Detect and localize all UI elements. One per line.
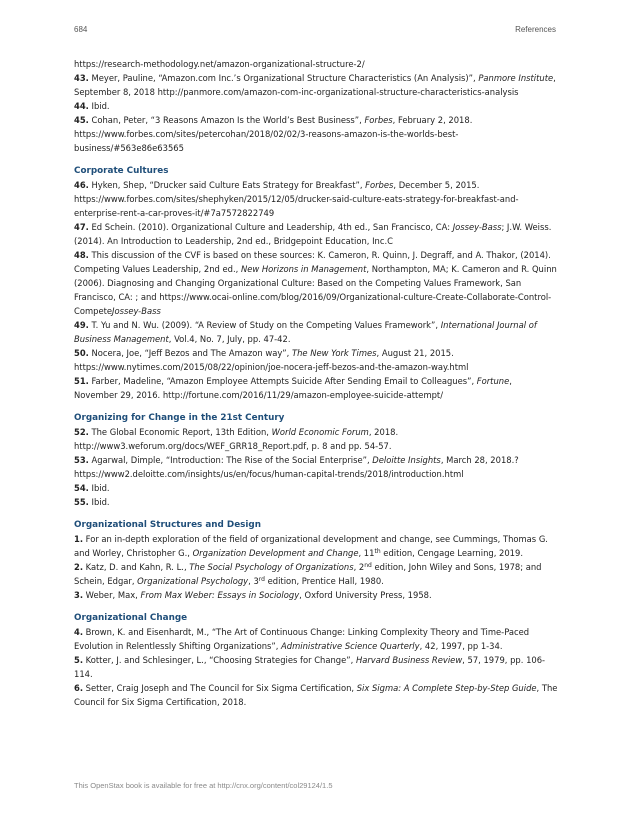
reference-number: 45.	[74, 115, 89, 125]
reference-text: Cohan, Peter, “3 Reasons Amazon Is the World’s Best Business”,	[88, 115, 365, 125]
section-heading: Organizational Change	[74, 613, 188, 623]
section-title: References	[515, 25, 556, 34]
publication-title: The New York Times	[291, 348, 377, 358]
reference-text: , Oxford University Press, 1958.	[299, 590, 432, 600]
reference-text: Ibid.	[88, 101, 110, 111]
reference-text: Ed Schein. (2010). Organizational Culture and Leadership, 4th ed., San Francisco, CA:	[88, 222, 453, 232]
reference-entry	[74, 248, 558, 318]
ordinal-suffix: th	[374, 548, 381, 555]
publication-title: Organizational Psychology	[137, 576, 249, 586]
publication-title: Jossey-Bass	[452, 222, 502, 232]
reference-number: 52.	[74, 427, 89, 437]
reference-text: Weber, Max,	[83, 590, 141, 600]
reference-text: edition, John Wiley and Sons, 1978; and Schein, Edgar,	[74, 562, 542, 586]
reference-number: 53.	[74, 455, 89, 465]
reference-entry	[74, 653, 558, 681]
reference-entry	[74, 453, 558, 481]
reference-number: 5.	[74, 655, 84, 665]
publication-title: New Horizons in Management	[240, 264, 367, 274]
ordinal-suffix: nd	[364, 562, 372, 569]
publication-title: From Max Weber: Essays in Sociology	[140, 590, 300, 600]
section-s1	[74, 164, 558, 402]
reference-number: 55.	[74, 497, 89, 507]
reference-text: , The Council for Six Sigma Certification, 2018.	[74, 683, 558, 707]
reference-text: Nocera, Joe, “Jeff Bezos and The Amazon way”,	[88, 348, 292, 358]
reference-text: Ibid.	[88, 497, 110, 507]
reference-number: 49.	[74, 320, 89, 330]
references-content	[74, 57, 558, 709]
ordinal-suffix: rd	[258, 576, 265, 583]
reference-text: , Vol.4, No. 7, July, pp. 47-42.	[168, 334, 291, 344]
publication-title: Panmore Institute	[478, 73, 554, 83]
reference-text: , March 28, 2018.? https://www2.deloitte.com/insights/us/en/focus/human-capital-trends/2018/introduction.html	[74, 455, 519, 479]
reference-text: , Northampton, MA; K. Cameron and R. Quinn (2006). Diagnosing and Changing Organizational Culture: Based on the Competing Values Framework, San Francisco, CA:	[74, 264, 557, 302]
reference-entry	[74, 681, 558, 709]
publication-title: Fortune	[476, 376, 510, 386]
reference-entry	[74, 71, 558, 99]
section-heading: Organizing for Change in the 21st Century	[74, 413, 285, 423]
reference-entry	[74, 481, 558, 495]
reference-text: This discussion of the CVF is based on these sources: K. Cameron, R. Quinn, J. Degraff, and A. Thakor, (2014). Competing Values Leadership, 2nd ed.,	[74, 250, 551, 274]
reference-text: , December 5, 2015. https://www.forbes.com/sites/shephyken/2015/12/05/drucker-said-culture-eats-strategy-for-breakfast-and-enterprise-rent-a-car-proves-it/#7a7572822749	[74, 180, 519, 218]
reference-entry	[74, 495, 558, 509]
reference-text: Kotter, J. and Schlesinger, L., “Choosing Strategies for Change”,	[83, 655, 356, 665]
reference-entry	[74, 220, 558, 248]
reference-text: , 57, 1979, pp. 106-114.	[74, 655, 546, 679]
reference-entry	[74, 625, 558, 653]
section-s2	[74, 411, 558, 509]
publication-title: World Economic Forum	[271, 427, 369, 437]
reference-text: ; J.W. Weiss. (2014). An Introduction to Leadership, 2nd ed., Bridgepoint Education, Inc.C	[74, 222, 552, 246]
publication-title: Jossey-Bass	[112, 306, 161, 316]
reference-entry	[74, 560, 558, 588]
page-header	[74, 25, 556, 37]
reference-text: Hyken, Shep, “Drucker said Culture Eats Strategy for Breakfast”,	[88, 180, 366, 190]
reference-number: 48.	[74, 250, 89, 260]
reference-text: ; and https://www.ocai-online.com/blog/2016/09/Organizational-culture-Create-Collaborate-Control-Compete	[74, 292, 552, 316]
reference-entry	[74, 113, 558, 155]
publication-title: Deloitte Insights	[372, 455, 441, 465]
reference-number: 2.	[74, 562, 84, 572]
reference-text: Meyer, Pauline, “Amazon.com Inc.’s Organizational Structure Characteristics (An Analysis)”,	[88, 73, 479, 83]
reference-entry	[74, 318, 558, 346]
reference-text: Farber, Madeline, “Amazon Employee Attempts Suicide After Sending Email to Colleagues”,	[88, 376, 477, 386]
reference-number: 1.	[74, 534, 84, 544]
lead-url[interactable]: https://research-methodology.net/amazon-organizational-structure-2/	[74, 59, 365, 69]
reference-number: 6.	[74, 683, 84, 693]
reference-text: Setter, Craig Joseph and The Council for Six Sigma Certification,	[83, 683, 357, 693]
publication-title: Organization Development and Change	[192, 548, 359, 558]
reference-text: , November 29, 2016. http://fortune.com/2016/11/29/amazon-employee-suicide-attempt/	[74, 376, 512, 400]
section-s4	[74, 611, 558, 709]
section-s0	[74, 71, 558, 155]
reference-sections	[74, 71, 558, 709]
section-s3	[74, 518, 558, 602]
reference-text: , 2018. http://www3.weforum.org/docs/WEF_GRR18_Report.pdf, p. 8 and pp. 54-57.	[74, 427, 399, 451]
reference-number: 3.	[74, 590, 84, 600]
section-heading: Corporate Cultures	[74, 166, 169, 176]
section-heading: Organizational Structures and Design	[74, 520, 261, 530]
publication-title: International Journal of Business Management	[74, 320, 537, 344]
reference-text: Ibid.	[88, 483, 110, 493]
reference-text: For an in-depth exploration of the field of organizational development and change, see Cummings, Thomas G. and Worley, Christopher G.,	[74, 534, 548, 558]
reference-text: edition, Prentice Hall, 1980.	[264, 576, 384, 586]
reference-entry	[74, 178, 558, 220]
reference-text: Agarwal, Dimple, “Introduction: The Rise of the Social Enterprise”,	[88, 455, 373, 465]
reference-number: 43.	[74, 73, 89, 83]
reference-text: , September 8, 2018 http://panmore.com/amazon-com-inc-organizational-structure-characteristics-analysis	[74, 73, 556, 97]
reference-text: , 11	[358, 548, 375, 558]
reference-number: 54.	[74, 483, 89, 493]
reference-text: , August 21, 2015. https://www.nytimes.com/2015/08/22/opinion/joe-nocera-jeff-bezos-and-the-amazon-way.html	[74, 348, 469, 372]
reference-entry	[74, 588, 558, 602]
reference-number: 51.	[74, 376, 89, 386]
publication-title: Forbes	[365, 180, 394, 190]
reference-text: Katz, D. and Kahn, R. L.,	[83, 562, 190, 572]
reference-text: edition, Cengage Learning, 2019.	[380, 548, 523, 558]
reference-entry	[74, 374, 558, 402]
page-number: 684	[74, 25, 88, 34]
reference-number: 46.	[74, 180, 89, 190]
reference-number: 47.	[74, 222, 89, 232]
reference-text: , 42, 1997, pp 1-34.	[419, 641, 503, 651]
publication-title: Forbes	[364, 115, 393, 125]
reference-entry	[74, 99, 558, 113]
reference-number: 4.	[74, 627, 84, 637]
reference-entry	[74, 346, 558, 374]
publication-title: Harvard Business Review	[355, 655, 463, 665]
publication-title: The Social Psychology of Organizations	[189, 562, 354, 572]
publication-title: Six Sigma: A Complete Step-by-Step Guide	[356, 683, 537, 693]
reference-text: T. Yu and N. Wu. (2009). “A Review of Study on the Competing Values Framework”,	[88, 320, 441, 330]
reference-number: 44.	[74, 101, 89, 111]
reference-text: , February 2, 2018. https://www.forbes.com/sites/petercohan/2018/02/02/3-reasons-amazon-is-the-worlds-best-business/#563e86e63565	[74, 115, 473, 153]
reference-number: 50.	[74, 348, 89, 358]
reference-text: , 3	[248, 576, 259, 586]
publication-title: Administrative Science Quarterly	[281, 641, 420, 651]
reference-text: , 2	[353, 562, 365, 572]
page-footer: This OpenStax book is available for free at http://cnx.org/content/col29124/1.5	[74, 781, 333, 790]
reference-text: The Global Economic Report, 13th Edition,	[88, 427, 272, 437]
reference-entry	[74, 425, 558, 453]
reference-entry	[74, 532, 558, 560]
reference-text: Brown, K. and Eisenhardt, M., “The Art of Continuous Change: Linking Complexity Theory and Time-Paced Evolution in Relentlessly Shifting Organizations”,	[74, 627, 530, 651]
